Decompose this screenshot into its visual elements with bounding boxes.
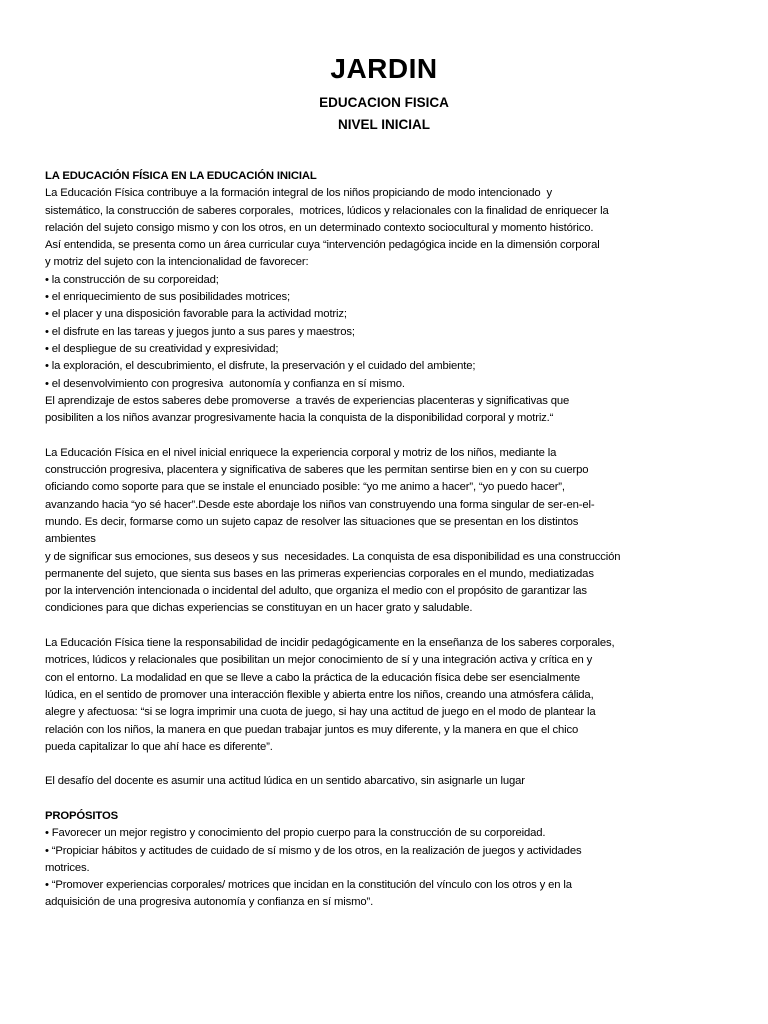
- bullet-item: • la exploración, el descubrimiento, el disfrute, la preservación y el cuidado del ambiente;: [45, 360, 476, 373]
- paragraph-spacer: [45, 618, 685, 635]
- paragraph-line: motrices, lúdicos y relacionales que posibilitan un mejor conocimiento de sí y una integración activa y crítica en y: [45, 654, 593, 667]
- document-body: [45, 168, 685, 912]
- paragraph-line: alegre y afectuosa: “si se logra imprimir una cuota de juego, si hay una actitud de juego en el modo de plantear la: [45, 706, 596, 719]
- paragraph-line: El desafío del docente es asumir una actitud lúdica en un sentido abarcativo, sin asignarle un lugar: [45, 775, 525, 788]
- paragraph-spacer: [45, 427, 685, 444]
- paragraph-line: permanente del sujeto, que sienta sus bases en las primeras experiencias corporales en el mundo, mediatizadas: [45, 567, 594, 580]
- paragraph-line: y de significar sus emociones, sus deseos y sus necesidades. La conquista de esa disponibilidad es una construcción: [45, 550, 621, 563]
- paragraph-line: adquisición de una progresiva autonomía y confianza en sí mismo”.: [45, 896, 374, 909]
- section-heading: LA EDUCACIÓN FÍSICA EN LA EDUCACIÓN INICIAL: [45, 170, 317, 182]
- bullet-item: • “Propiciar hábitos y actitudes de cuidado de sí mismo y de los otros, en la realización de juegos y actividades: [45, 844, 582, 857]
- purposes-heading: PROPÓSITOS: [45, 809, 118, 822]
- paragraph-line: avanzando hacia “yo sé hacer”.Desde este abordaje los niños van construyendo una forma singular de ser-en-el-: [45, 498, 595, 511]
- paragraph-line: condiciones para que dichas experiencias se constituyan en un hacer grato y saludable.: [45, 602, 473, 615]
- paragraph-line: sistemático, la construcción de saberes corporales, motrices, lúdicos y relacionales con la finalidad de enriquecer la: [45, 204, 609, 217]
- bullet-item: • el desenvolvimiento con progresiva autonomía y confianza en sí mismo.: [45, 377, 405, 390]
- paragraph-line: El aprendizaje de estos saberes debe promoverse a través de experiencias placenteras y significativas que: [45, 394, 570, 407]
- page-subtitle-level: NIVEL INICIAL: [337, 117, 430, 132]
- paragraph-line: La Educación Física contribuye a la formación integral de los niños propiciando de modo intencionado y: [45, 187, 553, 200]
- bullet-item: • el enriquecimiento de sus posibilidades motrices;: [45, 291, 290, 304]
- paragraph-line: relación con los niños, la manera en que puedan trabajar juntos es muy diferente, y la manera en que el chico: [45, 723, 579, 736]
- paragraph-line: con el entorno. La modalidad en que se lleve a cabo la práctica de la educación física debe ser esencialmente: [45, 671, 581, 684]
- paragraph-line: La Educación Física tiene la responsabilidad de incidir pedagógicamente en la enseñanza de los saberes corporales,: [45, 637, 615, 650]
- paragraph-line: La Educación Física en el nivel inicial enriquece la experiencia corporal y motriz de los niños, mediante la: [45, 446, 557, 459]
- paragraph-line: oficiando como soporte para que se instale el enunciado posible: “yo me animo a hacer”, “yo puedo hacer”,: [45, 481, 565, 494]
- paragraph-line: y motriz del sujeto con la intencionalidad de favorecer:: [45, 256, 309, 269]
- paragraph-line: lúdica, en el sentido de promover una interacción flexible y abierta entre los niños, creando una atmósfera cálida,: [45, 688, 594, 701]
- bullet-item: • Favorecer un mejor registro y conocimiento del propio cuerpo para la construcción de su corporeidad.: [45, 827, 546, 840]
- paragraph-line: posibiliten a los niños avanzar progresivamente hacia la conquista de la disponibilidad corporal y motriz.“: [45, 412, 554, 425]
- bullet-item: • el disfrute en las tareas y juegos junto a sus pares y maestros;: [45, 325, 355, 338]
- page-subtitle-subject: EDUCACION FISICA: [319, 95, 449, 110]
- bullet-item: • la construcción de su corporeidad;: [45, 273, 219, 286]
- paragraph-line: pueda capitalizar lo que ahí hace es diferente”.: [45, 740, 273, 753]
- paragraph-line: Así entendida, se presenta como un área curricular cuya “intervención pedagógica incide en la dimensión corporal: [45, 239, 600, 252]
- page-title: JARDIN: [330, 53, 438, 84]
- paragraph-line: construcción progresiva, placentera y significativa de saberes que les permitan sentirse bien en y con su cuerpo: [45, 464, 589, 477]
- paragraph-line: por la intervención intencionada o incidental del adulto, que organiza el medio con el propósito de garantizar las: [45, 585, 587, 598]
- paragraph-line: mundo. Es decir, formarse como un sujeto capaz de resolver las situaciones que se presentan en los distintos: [45, 515, 579, 528]
- paragraph-line: motrices.: [45, 861, 90, 874]
- bullet-item: • el placer y una disposición favorable para la actividad motriz;: [45, 308, 347, 321]
- paragraph-spacer: [45, 756, 685, 773]
- bullet-item: • “Promover experiencias corporales/ motrices que incidan en la constitución del vínculo con los otros y en la: [45, 879, 572, 892]
- bullet-item: • el despliegue de su creatividad y expresividad;: [45, 342, 279, 355]
- paragraph-spacer: [45, 791, 685, 808]
- paragraph-line: ambientes: [45, 533, 96, 546]
- paragraph-line: relación del sujeto consigo mismo y con los otros, en un determinado contexto sociocultural y momento histórico.: [45, 221, 594, 234]
